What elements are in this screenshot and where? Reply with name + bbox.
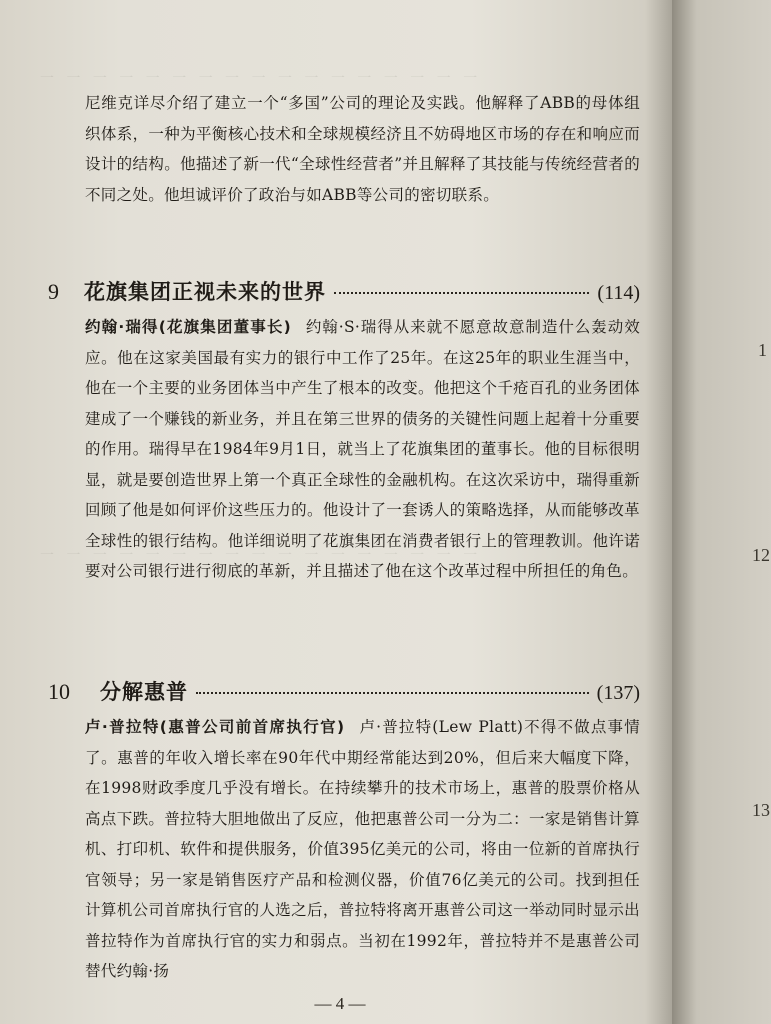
adjacent-page-number: 1: [758, 340, 767, 360]
section-page-ref: (114): [597, 282, 640, 304]
leader-dots: [196, 692, 589, 694]
section-page-ref: (137): [596, 682, 640, 704]
book-page-right: [672, 0, 771, 1024]
section-body: 约翰·S·瑞得从来就不愿意故意制造什么轰动效应。他在这家美国最有实力的银行中工作了25年。在这25年的职业生涯当中，他在一个主要的业务团体当中产生了根本的改变。他把这个千疮百孔的业务团体建成了一个赚钱的新业务，并且在第三世界的债务的关键性问题上起着十分重要的作用。瑞得早在1984年9月1日，就当上了花旗集团的董事长。他的目标很明显，就是要创造世界上第一个真正全球性的金融机构。在这次采访中，瑞得重新回顾了他是如何评价这些压力的。他设计了一套诱人的策略选择，从而能够改革全球性的银行结构。他详细说明了花旗集团在消费者银行上的管理教训。他许诺要对公司银行进行彻底的革新，并且描述了他在这个改革过程中所担任的角色。: [85, 318, 640, 580]
section-title: 花旗集团正视未来的世界: [84, 280, 326, 304]
show-through-text: 一 一 一 一 一 一 一 一 一 一 一 一 一 一 一 一 一: [40, 548, 482, 564]
interviewee-label: 卢·普拉特(惠普公司前首席执行官): [85, 718, 345, 736]
page-number: — 4 —: [314, 994, 366, 1013]
adjacent-page-number: 13: [752, 800, 770, 820]
section-heading-9: [48, 276, 640, 310]
interviewee-label: 约翰·瑞得(花旗集团董事长): [85, 318, 292, 336]
section-number: 10: [48, 679, 70, 704]
section-body: 卢·普拉特(Lew Platt)不得不做点事情了。惠普的年收入增长率在90年代中期经常能达到20%，但后来大幅度下降，在1998财政季度几乎没有增长。在持续攀升的技术市场上，惠普的股票价格从高点下跌。普拉特大胆地做出了反应，他把惠普公司一分为二：一家是销售计算机、打印机、软件和提供服务，价值395亿美元的公司，将由一位新的首席执行官领导；另一家是销售医疗产品和检测仪器，价值76亿美元的公司。找到担任计算机公司首席执行官的人选之后，普拉特将离开惠普公司这一举动同时显示出普拉特作为首席执行官的实力和弱点。当初在1992年，普拉特并不是惠普公司替代约翰·扬: [85, 718, 641, 980]
section-number: 9: [48, 279, 59, 304]
show-through-text: 一 一 一 一 一 一 一 一 一 一 一 一 一 一 一 一 一: [40, 71, 482, 87]
section-9-paragraph: [85, 312, 640, 587]
section-10-paragraph: [85, 712, 640, 987]
intro-paragraph: 尼维克详尽介绍了建立一个“多国”公司的理论及实践。他解释了ABB的母体组织体系，一种为平衡核心技术和全球规模经济且不妨碍地区市场的存在和响应而设计的结构。他描述了新一代“全球性经营者”并且解释了其技能与传统经营者的不同之处。他坦诚评价了政治与如ABB等公司的密切联系。: [85, 94, 640, 204]
adjacent-page-number: 12: [752, 545, 770, 565]
leader-dots: [334, 292, 589, 294]
section-title: 分解惠普: [100, 680, 188, 704]
section-heading-10: [48, 676, 640, 710]
